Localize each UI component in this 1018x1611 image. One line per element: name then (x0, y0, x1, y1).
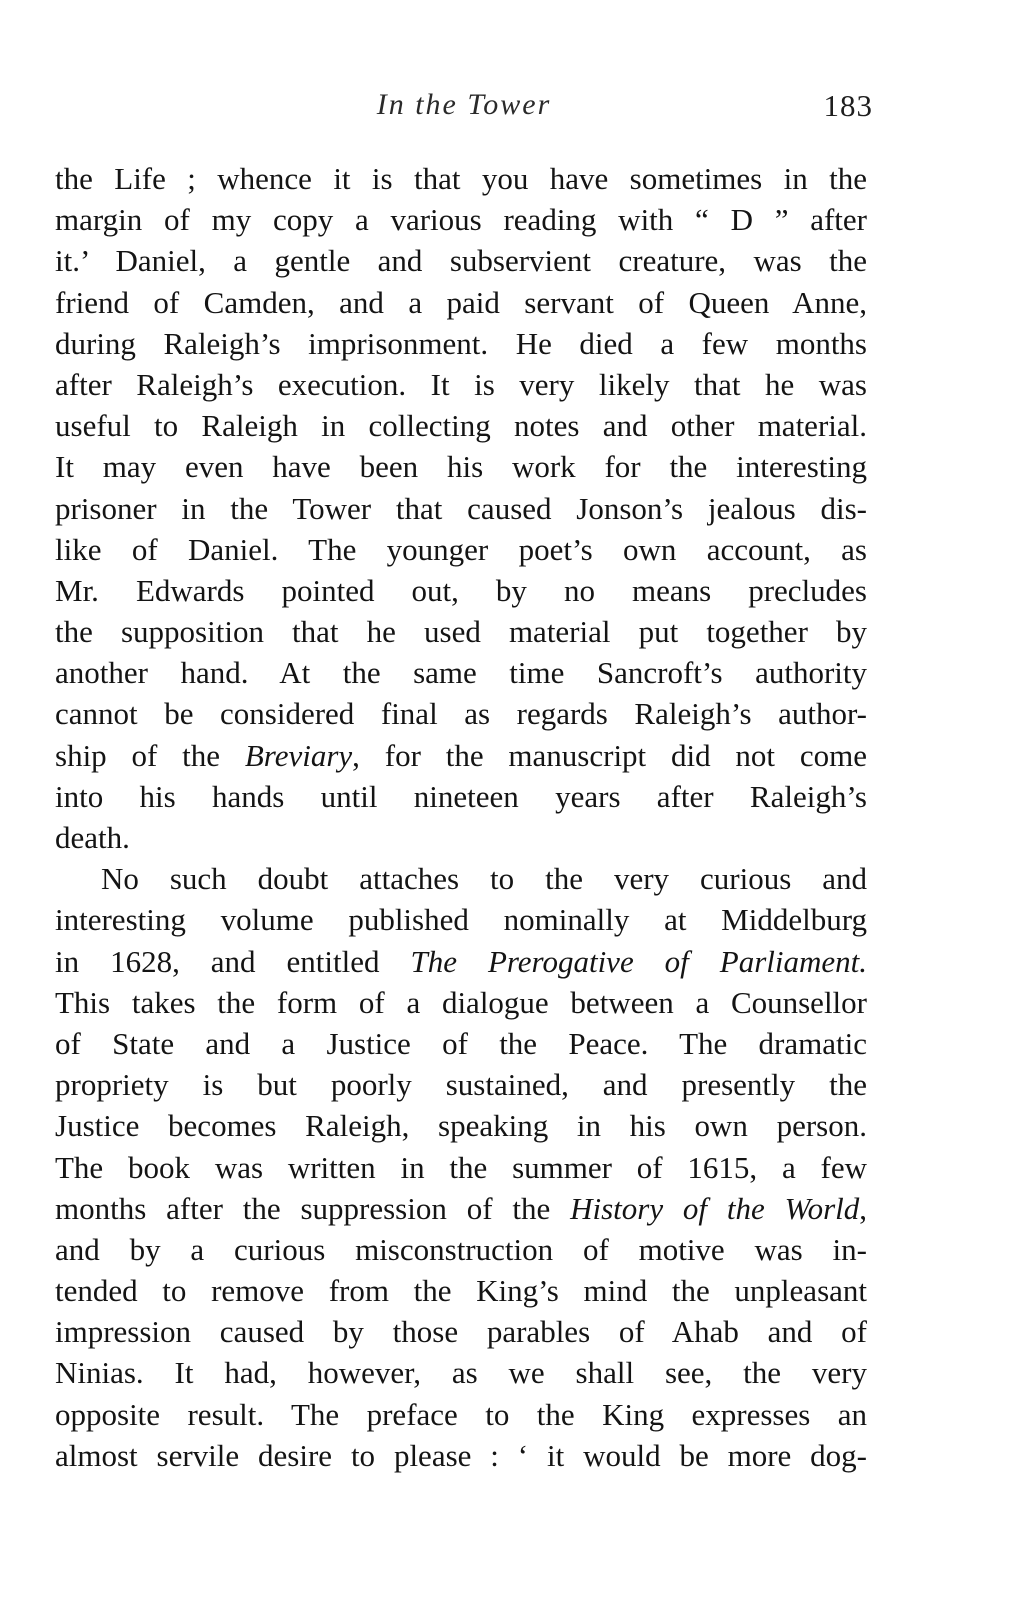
text-line: another hand. At the same time Sancroft’s authority (55, 655, 867, 691)
text-run: in 1628, and entitled (55, 943, 411, 979)
text-run: , for the manuscript did not come (352, 737, 867, 773)
text-line: the Life ; whence it is that you have sometimes in the (55, 161, 867, 196)
text-line: it.’ Daniel, a gentle and subservient creature, was the (55, 243, 867, 279)
text-line: Justice becomes Raleigh, speaking in his own person. (55, 1108, 867, 1144)
text-line: into his hands until nineteen years after Raleigh’s (55, 778, 867, 814)
text-line (55, 941, 867, 982)
text-line: Ninias. It had, however, as we shall see, the very (55, 1355, 867, 1391)
text-run: , (859, 1190, 867, 1226)
text-line: of State and a Justice of the Peace. The dramatic (55, 1025, 867, 1061)
text-line: almost servile desire to please : ‘ it would be more dog- (55, 1437, 867, 1473)
text-line: Mr. Edwards pointed out, by no means precludes (55, 572, 867, 608)
text-line: It may even have been his work for the interesting (55, 449, 867, 485)
text-line: margin of my copy a various reading with “ D ” after (55, 202, 867, 238)
text-line: death. (55, 820, 130, 855)
text-line: interesting volume published nominally at Middelburg (55, 902, 867, 938)
running-head-title: In the Tower (376, 88, 552, 121)
text-line: the supposition that he used material put together by (55, 614, 867, 650)
book-title-prerogative: The Prerogative of Parliament. (410, 943, 867, 979)
text-line: prisoner in the Tower that caused Jonson’s jealous dis- (55, 490, 867, 526)
body-text (55, 158, 867, 1476)
text-line: The book was written in the summer of 1615, a few (55, 1149, 867, 1185)
text-run: ship of the (55, 737, 245, 773)
text-line: useful to Raleigh in collecting notes and other material. (55, 408, 867, 444)
text-line: and by a curious misconstruction of motive was in- (55, 1231, 867, 1267)
book-title-history: History of the World (570, 1190, 860, 1226)
book-title-breviary: Breviary (244, 737, 353, 773)
text-line: impression caused by those parables of Ahab and of (55, 1314, 867, 1350)
text-line: tended to remove from the King’s mind the unpleasant (55, 1273, 867, 1309)
text-line: like of Daniel. The younger poet’s own account, as (55, 531, 867, 567)
text-line: friend of Camden, and a paid servant of Queen Anne, (55, 284, 867, 320)
text-line: cannot be considered final as regards Raleigh’s author- (55, 696, 867, 732)
paragraph-first-line: No such doubt attaches to the very curious and (101, 861, 867, 897)
text-line: opposite result. The preface to the King expresses an (55, 1396, 867, 1432)
text-line: propriety is but poorly sustained, and presently the (55, 1067, 867, 1103)
page-number: 183 (823, 88, 873, 123)
text-line (55, 1188, 867, 1229)
running-head (55, 88, 873, 128)
text-run: months after the suppression of the (55, 1190, 571, 1226)
text-line: This takes the form of a dialogue between a Counsellor (55, 984, 867, 1020)
text-line (55, 735, 867, 776)
text-line: after Raleigh’s execution. It is very likely that he was (55, 366, 867, 402)
text-line: during Raleigh’s imprisonment. He died a few months (55, 325, 867, 361)
